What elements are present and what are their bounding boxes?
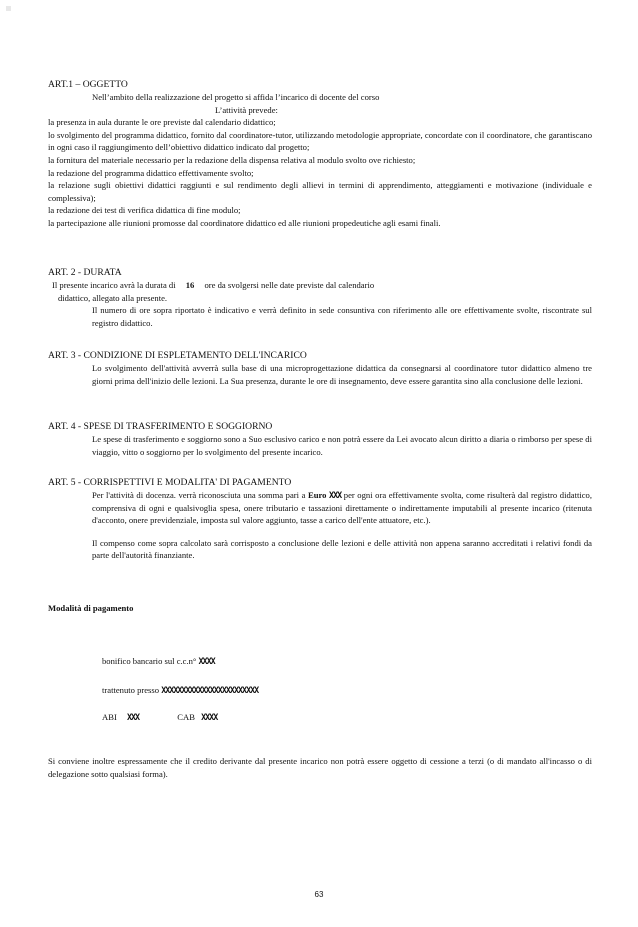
scan-mark [6, 6, 11, 11]
cab-value-redacted: XXXX [201, 712, 218, 722]
art1-item: la redazione del programma didattico effettivamente svolto; [48, 167, 254, 178]
abi-value-redacted: XXX [126, 712, 140, 722]
page-number: 63 [314, 890, 324, 899]
cab-label: CAB [177, 712, 195, 722]
art1-item: la fornitura del materiale necessario per la redazione della dispensa relativa al modulo svolto ove richiesto; [48, 154, 416, 165]
payment-heading: Modalità di pagamento [48, 603, 134, 613]
art2-text-b: ore da svolgersi nelle date previste dal calendario [204, 280, 375, 290]
art4-paragraph: Le spese di trasferimento e soggiorno sono a Suo esclusivo carico e non potrà essere da Lei avocato alcun diritto a diaria o rimborso per spese di viaggio, vitto o soggiorno per lo svolgimento del presente incarico. [92, 434, 592, 457]
art5-heading: ART. 5 - CORRISPETTIVI E MODALITA' DI PAGAMENTO [48, 477, 292, 488]
art1-item: la redazione dei test di verifica didattica di fine modulo; [48, 205, 241, 216]
art5-paragraph-1 [48, 489, 592, 527]
art1-intro: Nell’ambito della realizzazione del progetto si affida l’incarico di docente del corso [92, 92, 380, 102]
art1-intro-2: L’attività prevede: [215, 104, 278, 115]
art5-amount-redacted: XXX [329, 490, 342, 500]
bonifico-value-redacted: XXXX [198, 656, 215, 666]
art2-text-c: didattico, allegato alla presente. [58, 292, 168, 303]
bonifico-label: bonifico bancario sul c.c.n° [102, 656, 197, 666]
art3-section [48, 349, 592, 387]
art5-euro: Euro [308, 490, 327, 500]
art1-item: la partecipazione alle riunioni promosse dal coordinatore didattico ed alle riunioni propedeutiche agli esami finali. [48, 217, 441, 228]
art2-paragraph-2: Il numero di ore sopra riportato è indicativo e verrà definito in sede consuntiva con riferimento alle ore effettivamente svolte, riscontrate sul registro didattico. [92, 305, 592, 328]
art5-section [48, 476, 592, 562]
art5-text-a: Per l'attività di docenza. verrà riconosciuta una somma pari a [92, 490, 306, 500]
art2-hours: 16 [185, 280, 195, 290]
art5-text-b: per ogni ora effettivamente svolta, come risulterà dal registro didattico, comprensiva di ogni e qualsivoglia spesa, onere tributario e tassazioni direttamente o indirettamente imputabili al presente incarico (ritenuta d'acconto, onere previdenziale, imposta sul valore aggiunto, tasse a carico dell'ente attuatore, etc.). [92, 490, 592, 526]
payment-bonifico [102, 655, 215, 667]
abi-label: ABI [102, 712, 117, 722]
art1-heading: ART.1 – OGGETTO [48, 79, 128, 90]
payment-abi-cab [102, 711, 217, 723]
art1-item: la presenza in aula durante le ore previste dal calendario didattico; [48, 117, 276, 128]
payment-presso [102, 684, 258, 696]
art4-section [48, 420, 592, 458]
art5-paragraph-2: Il compenso come sopra calcolato sarà corrisposto a conclusione delle lezioni e delle attività non appena saranno accreditati i relativi fondi da parte dell'autorità finanziante. [92, 537, 592, 561]
art2-text-a: Il presente incarico avrà la durata di [52, 280, 176, 290]
art2-heading: ART. 2 - DURATA [48, 267, 122, 278]
art4-heading: ART. 4 - SPESE DI TRASFERIMENTO E SOGGIORNO [48, 421, 273, 432]
presso-value-redacted: XXXXXXXXXXXXXXXXXXXXXXXX [161, 685, 259, 695]
closing-paragraph: Si conviene inoltre espressamente che il credito derivante dal presente incarico non potrà essere oggetto di cessione a terzi (o di mandato all'incasso o di delegazione sotto qualsiasi forma). [48, 756, 592, 779]
art3-paragraph: Lo svolgimento dell'attività avverrà sulla base di una microprogettazione didattica da consegnarsi al coordinatore tutor didattico almeno tre giorni prima dell'inizio delle lezioni. La Sua presenza, durante le ore di insegnamento, deve essere garantita sino alla conclusione delle lezioni. [92, 363, 592, 386]
presso-label: trattenuto presso [102, 685, 160, 695]
art1-section [48, 78, 592, 230]
art1-item: la relazione sugli obiettivi didattici raggiunti e sul rendimento degli allievi in termini di apprendimento, atteggiamenti e motivazione (individuale e complessiva); [48, 180, 592, 203]
art1-item: lo svolgimento del programma didattico, fornito dal coordinatore-tutor, utilizzando metodologie appropriate, concordate con il coordinatore, che garantiscano in ogni caso il raggiungimento dell’obiettivo didattico indicato dal progetto; [48, 129, 592, 153]
art3-heading: ART. 3 - CONDIZIONE DI ESPLETAMENTO DELL'INCARICO [48, 350, 307, 361]
art2-paragraph-1 [48, 279, 592, 292]
art2-section [48, 266, 592, 329]
